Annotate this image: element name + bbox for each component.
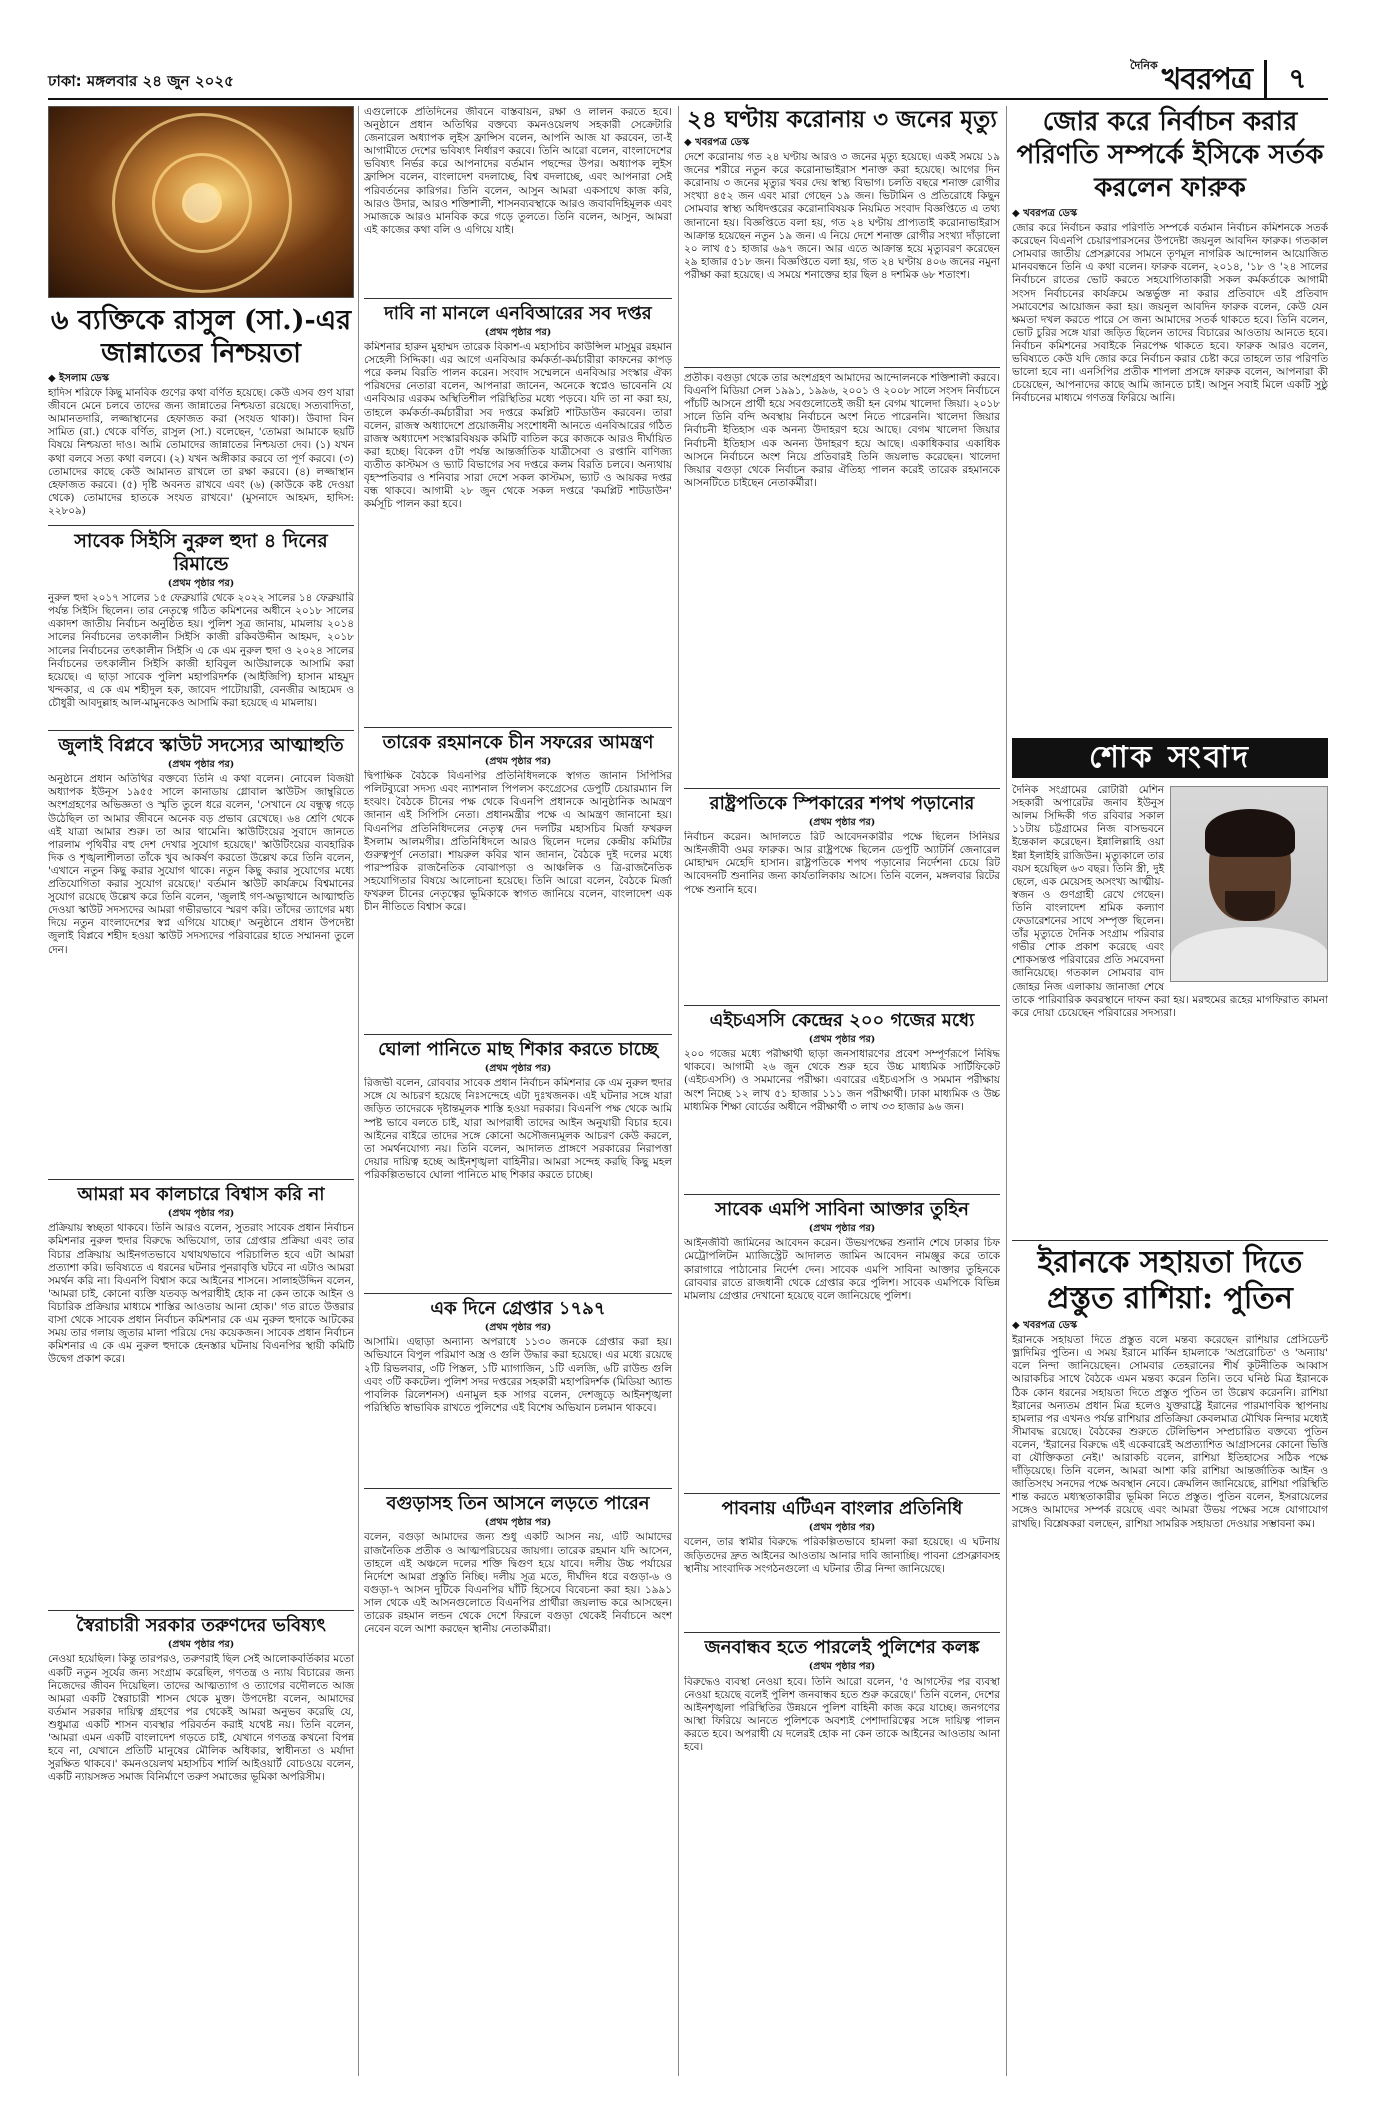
obituary-section [1012, 784, 1328, 1234]
article-body: আইনজীবী জামিনের আবেদন করেন। উভয়পক্ষের শুনানি শেষে ঢাকার চিফ মেট্রোপলিটন ম্যাজিস্ট্রেট আদালত জামিন আবেদন নামঞ্জুর করে তাকে কারাগারে পাঠানোর নির্দেশ দেন। সাবেক এমপি সাবিনা আক্তার তুহিনকে রোববার রাতে রাজধানী থেকে গ্রেপ্তার করে পুলিশ। সাবেক এমপিকে বিভিন্ন মামলায় গ্রেপ্তার দেখানো হয়েছে বলে জানিয়েছে পুলিশ। [684, 1237, 1000, 1302]
headline: জোর করে নির্বাচন করার পরিণতি সম্পর্কে ইসিকে সর্তক করলেন ফারুক [1016, 107, 1324, 203]
headline: দাবি না মানলে এনবিআরের সব দপ্তর [384, 303, 652, 324]
column-4 [1012, 106, 1328, 1896]
headline: তারেক রহমানকে চীন সফরের আমন্ত্রণ [382, 732, 654, 754]
article-body: প্রতীক। বগুড়া থেকে তার অংশগ্রহণ আমাদের আন্দোলনকে শক্তিশালী করবে। বিএনপি মিডিয়া সেল ১৯৯১, ১৯৯৬, ২০০১ ও ২০০৮ সালে সংসদ নির্বাচনে পাঁচটি আসনে প্রার্থী হয়ে সবগুলোতেই জয়ী হন বেগম খালেদা জিয়া। ২০১৮ সালে তিনি বন্দি অবস্থায় নির্বাচনে অংশ নিতে পারেননি। খালেদা জিয়ার নির্বাচনী ইতিহাস এক অনন্য উদাহরণ হয়ে আছে। বেগম খালেদা জিয়ার নির্বাচনী ইতিহাস এক অনন্য উদাহরণ হয়ে আছে। একাধিকবার একাধিক আসনে নির্বাচনে অংশ নিয়ে প্রতিবারই তিনি জয়লাভ করেছেন। খালেদা জিয়ার বগুড়া থেকে নির্বাচন করার ঐতিহ্য পালন করেই তারেক রহমানকে আসনটিতে চাইছেন নেতাকর্মীরা। [684, 372, 1000, 489]
article-body: দৈনিক সংগ্রামের রোটারী মেশিন সহকারী অপারেটর জনাব ইউনুস আলম সিদ্দিকী গত রবিবার সকাল ১১টায় চট্টগ্রামের নিজ বাসভবনে ইন্তেকাল করেছেন। ইন্নালিল্লাহি ওয়া ইন্না ইলাইহি রাজিউন। মৃত্যুকালে তার বয়স হয়েছিল ৬৩ বছর। তিনি স্ত্রী, দুই ছেলে, এক মেয়েসহ অসংখ্য আত্মীয়-স্বজন ও গুণগ্রাহী রেখে গেছেন। তিনি বাংলাদেশ শ্রমিক কল্যাণ ফেডারেশনের সাথে সম্পৃক্ত ছিলেন। তাঁর মৃত্যুতে দৈনিক সংগ্রাম পরিবার গভীর শোক প্রকাশ করেছে এবং শোকসন্তপ্ত পরিবারের প্রতি সমবেদনা জানিয়েছে। গতকাল সোমবার বাদ জোহর নিজ এলাকায় জানাজা শেষে তাকে পারিবারিক কবরস্থানে দাফন করা হয়। মরহুমের রূহের মাগফিরাত কামনা করে দোয়া চেয়েছেন পরিবারের সদস্যরা। [1012, 784, 1328, 1019]
byline: ◆ খবরপত্র ডেস্ক [1012, 1319, 1328, 1332]
paper-prefix: দৈনিক [1130, 59, 1158, 72]
continuation-note: (প্রথম পৃষ্ঠার পর) [808, 817, 876, 829]
article-body: অনুষ্ঠানে প্রধান অতিথির বক্তব্যে তিনি এ কথা বলেন। নোবেল বিজয়ী অধ্যাপক ইউনূস ১৯৫৫ সালে কানাডায় গ্লোবাল স্কাউটস জাম্বুরিতে অংশগ্রহণের অভিজ্ঞতা ও স্মৃতি তুলে ধরে বলেন, 'সেখানে যে বন্ধুত্ব গড়ে উঠেছিল তা আমার জীবনে অনেক বড় প্রভাব রেখেছে। ৬৪ শ্রেণি থেকে এই যাত্রা আমার শুরু। তা আর থামেনি। স্কাউটিংয়ের সুবাদে জানতে পারলাম পৃথিবীর বহু দেশ দেখার সুযোগ হয়েছে।' স্কাউটিংয়ের ব্যবহারিক দিক ও শৃঙ্খলাশীলতা তাঁকে খুব আকর্ষণ করতো উল্লেখ করে তিনি বলেন, 'এখানে নতুন কিছু করার সুযোগ থাকে। নতুন কিছু করার সুযোগের মধ্যে প্রতিযোগিতা করার সুযোগ রয়েছে।' বর্তমান স্কাউট কার্যক্রমে বিশ্বমানের সুযোগ রয়েছে উল্লেখ করে তিনি বলেন, 'জুলাই গণ-অভ্যুত্থানে আত্মাহুতি দেওয়া স্কাউট সদস্যদের আমরা গভীরভাবে স্মরণ করি। তাঁদের ত্যাগের মধ্য দিয়ে নতুন বাংলাদেশের স্বপ্ন এগিয়ে যাচ্ছে।' অনুষ্ঠানে প্রধান উপদেষ্টা জুলাই বিপ্লবে শহীদ হওয়া স্কাউট সদস্যদের পরিবারের হাতে সম্মাননা তুলে দেন। [48, 773, 354, 956]
continuation-note: (প্রথম পৃষ্ঠার পর) [484, 756, 552, 768]
headline: পাবনায় এটিএন বাংলার প্রতিনিধি [721, 1498, 963, 1520]
newspaper-logo [1130, 60, 1252, 98]
headline: আমরা মব কালচারে বিশ্বাস করি না [77, 1184, 325, 1206]
article-body: বিরুদ্ধেও ব্যবস্থা নেওয়া হবে। তিনি আরো বলেন, '৫ আগস্টের পর ব্যবস্থা নেওয়া হয়েছে বলেই পুলিশ জনবান্ধব হতে শুরু করেছে।' তিনি বলেন, দেশের আইনশৃঙ্খলা পরিস্থিতির উন্নয়নে পুলিশ বাহিনী কাজ করে যাচ্ছে। জনগণের আস্থা ফিরিয়ে আনতে পুলিশকে অবশ্যই পেশাদারিত্বের সঙ্গে দায়িত্ব পালন করতে হবে। অপরাধী যে দলেরই হোক না কেন তাকে আইনের আওতায় আনা হবে। [684, 1675, 1000, 1754]
article-body: দ্বিপাক্ষিক বৈঠকে বিএনপির প্রতিনিধিদলকে স্বাগত জানান সিপিসির পলিটব্যুরো সদস্য এবং ন্যাশনাল পিপলস কংগ্রেসের ডেপুটি চেয়ারম্যান লি হংঝং। বৈঠকে চীনের পক্ষ থেকে বিএনপি প্রধানকে আনুষ্ঠানিক আমন্ত্রণ জানান এই সিপিসি নেতা। প্রধানমন্ত্রীর পক্ষে এ আমন্ত্রণ জানানো হয়। বিএনপির প্রতিনিধিদলের নেতৃত্ব দেন দলটির মহাসচিব মির্জা ফখরুল ইসলাম আলমগীর। প্রতিনিধিদলে আরও ছিলেন দলের কেন্দ্রীয় কমিটির গুরুত্বপূর্ণ নেতারা। শায়রুল কবির খান জানান, বৈঠকে দুই দলের মধ্যে পারস্পরিক রাজনৈতিক বোঝাপড়া ও আঞ্চলিক ও ত্রি-রাজনৈতিক সহযোগিতার বিষয়ে আলোচনা হয়েছে। তিনি আরো বলেন, বৈঠকে মির্জা ফখরুল চীনের নেতৃত্বের ভূমিকাকে স্বাগত জানিয়ে বলেন, বাংলাদেশ এক চীন নীতিতে বিশ্বাস করে। [364, 770, 672, 914]
article-body: ২০০ গজের মধ্যে পরীক্ষার্থী ছাড়া জনসাধারণের প্রবেশ সম্পূর্ণরূপে নিষিদ্ধ থাকবে। আগামী ২৬ জুন থেকে শুরু হবে উচ্চ মাধ্যমিক সার্টিফিকেট (এইচএসসি) ও সমমানের পরীক্ষা। এবারের এইচএসসি ও সমমান পরীক্ষায় অংশ নিচ্ছে ১২ লাখ ৫১ হাজার ১১১ জন পরীক্ষার্থী। ঢাকা মাধ্যমিক ও উচ্চ মাধ্যমিক শিক্ষা বোর্ডের অধীনে পরীক্ষার্থী ৩ লাখ ৩৩ হাজার ৯৬ জন। [684, 1048, 1000, 1113]
continuation-note: (প্রথম পৃষ্ঠার পর) [167, 1208, 235, 1220]
headline: স্বৈরাচারী সরকার তরুণদের ভবিষ্যৎ [76, 1615, 326, 1637]
continuation-note: (প্রথম পৃষ্ঠার পর) [167, 578, 235, 590]
mosque-dome-image [48, 106, 354, 298]
article-body: প্রক্রিয়ায় স্বচ্ছতা থাকবে। তিনি আরও বলেন, সুতরাং সাবেক প্রধান নির্বাচন কমিশনার নুরুল হুদার বিরুদ্ধে অভিযোগ, তার গ্রেপ্তার প্রক্রিয়া এবং তার বিচার প্রক্রিয়ায় আইনগতভাবে যথাযথভাবে পরিচালিত হবে এটা আমরা প্রত্যাশা করি। ভবিষ্যতে এ ধরনের ঘটনার পুনরাবৃত্তি ঘটবে না এটাও আমরা সমর্থন করি না। বিএনপি বিশ্বাস করে আইনের শাসনে। সালাহউদ্দিন বলেন, 'আমরা চাই, কোনো ব্যক্তি যতবড় অপরাধীই হোক না কেন তাকে আইন ও বিচারিক প্রক্রিয়ার মাধ্যমে শাস্তির আওতায় আনা হোক।' গত রাতে উত্তরার বাসা থেকে সাবেক প্রধান নির্বাচন কমিশনার কে এম নুরুল হুদাকে আটকের সময় তার গলায় জুতার মালা পরিয়ে দেয় কয়েকজন। সাবেক প্রধান নির্বাচন কমিশনার এ কে এম নুরুল হুদাকে হেনস্তার ঘটনায় বিএনপির স্থায়ী কমিটি উদ্বেগ প্রকাশ করে। [48, 1222, 354, 1366]
article-body: হাদিস শরিফে কিছু মানবিক গুণের কথা বর্ণিত হয়েছে। কেউ এসব গুণ যারা জীবনে মেনে চলবে তাদের জন্য জান্নাতের নিশ্চয়তা রয়েছে। সত্যবাদিতা, আমানতদারি, লজ্জাস্থানের হেফাজত করা (সংযত থাকা)। উবাদা বিন সামিত (রা.) থেকে বর্ণিত, রাসুল (সা.) বলেছেন, 'তোমরা আমাকে ছয়টি বিষয়ে নিশ্চয়তা দাও। আমি তোমাদের জান্নাতের নিশ্চয়তা দেব। (১) যখন কথা বলবে সত্য কথা বলবে। (২) যখন অঙ্গীকার করবে তা পূর্ণ করবে। (৩) তোমাদের কাছে কেউ আমানত রাখলে তা রক্ষা করবে। (৪) লজ্জাস্থান হেফাজত করবে। (৫) দৃষ্টি অবনত রাখবে এবং (৬) (কাউকে কষ্ট দেওয়া থেকে) তোমাদের হাতকে সংযত রাখবে।' (মুসনাদে আহমদ, হাদিস: ২২৮০৯) [48, 387, 354, 517]
headline: ২৪ ঘণ্টায় করোনায় ৩ জনের মৃত্যু [687, 106, 997, 133]
continuation-note: (প্রথম পৃষ্ঠার পর) [808, 1661, 876, 1673]
page-number: ৭ [1264, 60, 1328, 98]
headline: রাষ্ট্রপতিকে স্পিকারের শপথ পড়ানোর [709, 793, 975, 815]
headline: সাবেক সিইসি নুরুল হুদা ৪ দিনের রিমান্ডে [74, 530, 328, 576]
headline: ইরানকে সহায়তা দিতে প্রস্তুত রাশিয়া: পুতিন [1037, 1245, 1303, 1317]
continuation-note: (প্রথম পৃষ্ঠার পর) [484, 1517, 552, 1529]
issue-date: ঢাকা: মঙ্গলবার ২৪ জুন ২০২৫ [48, 72, 234, 90]
article-body: ইরানকে সহায়তা দিতে প্রস্তুত বলে মন্তব্য করেছেন রাশিয়ার প্রেসিডেন্ট ভ্লাদিমির পুতিন। এ সময় ইরানে মার্কিন হামলাকে 'অপ্ররোচিত' ও 'অন্যায়' বলে নিন্দা জানিয়েছেন। সোমবার তেহরানের শীর্ষ কূটনীতিক আব্বাস আরাকচির সাথে বৈঠকে এমন মন্তব্য করেন তিনি। তবে ঘনিষ্ঠ মিত্র ইরানকে ঠিক কোন ধরনের সহায়তা দিতে প্রস্তুত পুতিন তা উল্লেখ করেননি। রাশিয়া ইরানের অন্যতম প্রধান মিত্র হলেও যুক্তরাষ্ট্রে ইরানের পারমাণবিক স্থাপনায় হামলার পর এখনও পর্যন্ত রাশিয়ার প্রতিক্রিয়া কেবলমাত্র মৌখিক নিন্দার মধ্যেই সীমাবদ্ধ রয়েছে। বৈঠকের শুরুতে টেলিভিশন সম্প্রচারিত বক্তব্যে পুতিন বলেন, 'ইরানের বিরুদ্ধে এই একেবারেই অপ্রত্যাশিত আগ্রাসনের কোনো ভিত্তি বা যৌক্তিকতা নেই।' আরাকচি বলেন, রাশিয়া ইতিহাসের সঠিক পক্ষে দাঁড়িয়েছে। তিনি বলেন, আমরা আশা করি রাশিয়া আন্তর্জাতিক আইন ও জাতিসংঘ সনদের পক্ষে অবস্থান নেবে। ক্রেমলিন জানিয়েছে, রাশিয়া পরিস্থিতি শান্ত করতে মধ্যস্থতাকারীর ভূমিকা নিতে প্রস্তুত। পুতিন বলেন, ইসরায়েলের সঙ্গেও আমাদের সম্পর্ক রয়েছে এবং আমরা উভয় পক্ষের সঙ্গে যোগাযোগ রাখছি। বিশ্লেষকরা বলছেন, রাশিয়া সামরিক সহায়তা দেওয়ার সম্ভাবনা কম। [1012, 1334, 1328, 1530]
article-body: নুরুল হুদা ২০১৭ সালের ১৫ ফেব্রুয়ারি থেকে ২০২২ সালের ১৪ ফেব্রুয়ারি পর্যন্ত সিইসি ছিলেন। তার নেতৃত্বে গঠিত কমিশনের অধীনে ২০১৮ সালের একাদশ জাতীয় নির্বাচন অনুষ্ঠিত হয়। পুলিশ সূত্র জানায়, মামলায় ২০১৪ সালের নির্বাচনের তৎকালীন সিইসি কাজী রকিবউদ্দীন আহমদ, ২০১৮ সালের নির্বাচনের তৎকালীন সিইসি এ কে এম নুরুল হুদা ও ২০২৪ সালের নির্বাচনের তৎকালীন সিইসি কাজী হাবিবুল আউয়ালকে আসামি করা হয়েছে। এ ছাড়া সাবেক পুলিশ মহাপরিদর্শক (আইজিপি) হাসান মাহমুদ খন্দকার, এ কে এম শহীদুল হক, জাবেদ পাটোয়ারী, বেনজীর আহমেদ ও চৌধুরী আবদুল্লাহ আল-মামুনকেও আসামি করা হয়েছে এ মামলায়। [48, 592, 354, 709]
continuation-note: (প্রথম পৃষ্ঠার পর) [484, 1322, 552, 1334]
headline: এক দিনে গ্রেপ্তার ১৭৯৭ [430, 1298, 606, 1320]
article-body: আসামি। এছাড়া অন্যান্য অপরাধে ১১৩০ জনকে গ্রেপ্তার করা হয়। অভিযানে বিপুল পরিমাণ অস্ত্র ও গুলি উদ্ধার করা হয়েছে। এর মধ্যে রয়েছে ২টি রিভলবার, ৩টি পিস্তল, ১টি ম্যাগাজিন, ১টি এলজি, ৬টি রাউন্ড গুলি এবং ৩টি ককটেল। পুলিশ সদর দপ্তরের সহকারী মহাপরিদর্শক (মিডিয়া অ্যান্ড পাবলিক রিলেশনস) এনামুল হক সাগর বলেন, দেশজুড়ে আইনশৃঙ্খলা পরিস্থিতি স্বাভাবিক রাখতে পুলিশের এই বিশেষ অভিযান চলমান থাকবে। [364, 1336, 672, 1414]
continuation-note: (প্রথম পৃষ্ঠার পর) [484, 327, 552, 338]
byline: ◆ ইসলাম ডেস্ক [48, 372, 354, 385]
headline: এইচএসসি কেন্দ্রের ২০০ গজের মধ্যে [709, 1010, 975, 1032]
column-divider [358, 106, 359, 2076]
headline: জুলাই বিপ্লবে স্কাউট সদস্যের আত্মাহুতি [58, 735, 344, 757]
continuation-note: (প্রথম পৃষ্ঠার পর) [484, 1063, 552, 1075]
masthead [48, 60, 1328, 100]
headline: বগুড়াসহ তিন আসনে লড়তে পারেন [386, 1493, 650, 1515]
headline: সাবেক এমপি সাবিনা আক্তার তুহিন [715, 1199, 969, 1221]
article-body: জোর করে নির্বাচন করার পরিণতি সম্পর্কে বর্তমান নির্বাচন কমিশনকে সতর্ক করেছেন বিএনপি চেয়ারপারসনের উপদেষ্টা জয়নুল আবদিন ফারুক। গতকাল সোমবার জাতীয় প্রেসক্লাবের সামনে তৃণমূল নাগরিক আন্দোলন আয়োজিত মানববন্ধনে তিনি এ কথা বলেন। ফারুক বলেন, ২০১৪, '১৮ ও '২৪ সালের নির্বাচনে রাতের ভোট করতে সহযোগিতাকারী সকল কর্মকর্তাকে আগামী সংসদ নির্বাচনের কার্যক্রমে অন্তর্ভুক্ত না করার প্রতিবাদে এই প্রতিবাদ সমাবেশের আয়োজন করা হয়। জয়নুল আবদিন ফারুক বলেন, কেউ যেন ক্ষমতা দখল করতে পারে সে জন্য আমাদের সতর্ক থাকতে হবে। তিনি বলেন, ভোট চুরির সঙ্গে যারা জড়িত ছিলেন তাদের বিচারের আওতায় আনতে হবে। নির্বাচন কমিশনের সবাইকে নিরপেক্ষ থাকতে হবে। ফারুক আরও বলেন, ভবিষ্যতে কেউ যদি জোর করে নির্বাচন করার চেষ্টা করে তাহলে তার পরিণতি ভালো হবে না। এনসিপির প্রতীক শাপলা প্রসঙ্গে ফারুক বলেন, আপনারা কী চেয়েছেন, আপনাদের কাছে আমি জানতে চাই। আসুন সবাই মিলে একটি সুষ্ঠু নির্বাচনের মাধ্যমে গণতন্ত্র ফিরিয়ে আনি। [1012, 222, 1328, 405]
byline: ◆ খবরপত্র ডেস্ক [1012, 207, 1328, 220]
obituary-banner: শোক সংবাদ [1012, 738, 1328, 778]
column-3 [684, 106, 1000, 1978]
article-body: বলেন, তার স্বামীর বিরুদ্ধে পরিকল্পিতভাবে হামলা করা হয়েছে। এ ঘটনায় জড়িতদের দ্রুত আইনের আওতায় আনার দাবি জানাচ্ছি। পাবনা প্রেসক্লাবসহ স্থানীয় সাংবাদিক সংগঠনগুলো এ ঘটনার তীব্র নিন্দা জানিয়েছে। [684, 1536, 1000, 1575]
article-body: এগুলোকে প্রতিদিনের জীবনে বাস্তবায়ন, রক্ষা ও লালন করতে হবে। অনুষ্ঠানে প্রধান অতিথির বক্তব্যে কমনওয়েলথ সহকারী সেক্রেটারি জেনারেল অধ্যাপক লুইস ফ্রান্সিস বলেন, আপনি আজ যা করবেন, তা-ই আগামীতে দেশের ভবিষ্যৎ নির্ধারণ করবে। তিনি আরো বলেন, বাংলাদেশের ভবিষ্যৎ নির্ভর করে আপনাদের বর্তমান পছন্দের উপর। অধ্যাপক লুইস ফ্রান্সিস বলেন, বাংলাদেশ বদলাচ্ছে, বিশ্ব বদলাচ্ছে, এবং আপনারা সেই পরিবর্তনের কারিগর। তিনি বলেন, আসুন আমরা একসাথে কাজ করি, আরও উদার, আরও শক্তিশালী, শাসনব্যবস্থাকে আরও জবাবদিহিমূলক এবং সমাজকে আরও মানবিক করে গড়ে তুলতে। তিনি বলেন, আসুন, আমরা এই কাজের কথা বলি ও এগিয়ে যাই। [364, 106, 672, 236]
column-1 [48, 106, 354, 1913]
article-body: দেশে করোনায় গত ২৪ ঘণ্টায় আরও ৩ জনের মৃত্যু হয়েছে। একই সময়ে ১৯ জনের শরীরে নতুন করে করোনাভাইরাস শনাক্ত করা হয়েছে। আগের দিন করোনায় ৩ জনের মৃত্যুর খবর দেয় স্বাস্থ্য বিভাগ। চলতি বছরে শনাক্ত রোগীর সংখ্যা ৪৫২ জন এবং মারা গেছেন ১৯ জন। ভিটামিন ও প্রতিরোধে কিছুন সোমবার স্বাস্থ্য অধিদপ্তরের করোনাবিষয়ক নিয়মিত সংবাদ বিজ্ঞপ্তিতে এ তথ্য জানানো হয়। বিজ্ঞপ্তিতে বলা হয়, গত ২৪ ঘণ্টায় প্রাপ্যতাই করোনাভাইরাস আক্রান্ত হয়েছেন নতুন ১৯ জন। এ নিয়ে দেশে শনাক্ত রোগীর সংখ্যা দাঁড়ালো ২০ লাখ ৫১ হাজার ৬৯৭ জনে। আর এতে আক্রান্ত হয়ে মৃত্যুবরণ করেছেন ২৯ হাজার ৫১৮ জন। বিজ্ঞপ্তিতে বলা হয়, গত ২৪ ঘণ্টায় ৪০৬ জনের নমুনা পরীক্ষা করা হয়েছে। এ সময়ে শনাক্তের হার ছিল ৪ দশমিক ৬৮ শতাংশ। [684, 151, 1000, 281]
column-divider [1006, 106, 1007, 2076]
column-divider [678, 106, 679, 2076]
headline: জনবান্ধব হতে পারলেই পুলিশের কলঙ্ক [704, 1637, 980, 1659]
continuation-note: (প্রথম পৃষ্ঠার পর) [808, 1223, 876, 1235]
article-body: রিজভী বলেন, রোববার সাবেক প্রধান নির্বাচন কমিশনার কে এম নুরুল হুদার সঙ্গে যে আচরণ হয়েছে নিঃসন্দেহে এটা দুঃখজনক। এই ঘটনার সঙ্গে যারা জড়িত তাদেরকে দৃষ্টান্তমূলক শাস্তি হওয়া দরকার। বিএনপি পক্ষ থেকে আমি স্পষ্ট ভাবে বলতে চাই, যারা আপরাধী তাদের আইন অনুযায়ী বিচার হবে। আইনের বাইরে তাদের সঙ্গে কোনো অসৌজন্যমূলক আচরণ কেউ করলে, তা সমর্থনযোগ্য নয়। তিনি বলেন, আদালত প্রাঙ্গণে সরকারের নিরাপত্তা দেয়ার দায়িত্ব হচ্ছে আইনশৃঙ্খলা বাহিনীর। আমরা সন্দেহ করছি কিছু মহল পরিকল্পিতভাবে ঘোলা পানিতে মাছ শিকার করতে চাচ্ছে। [364, 1077, 672, 1181]
continuation-note: (প্রথম পৃষ্ঠার পর) [167, 759, 235, 771]
obituary-photo [1170, 786, 1328, 982]
continuation-note: (প্রথম পৃষ্ঠার পর) [808, 1522, 876, 1534]
headline: ঘোলা পানিতে মাছ শিকার করতে চাচ্ছে [378, 1039, 658, 1061]
headline: ৬ ব্যক্তিকে রাসুল (সা.)-এর জান্নাতের নিশ্চয়তা [50, 305, 352, 369]
continuation-note: (প্রথম পৃষ্ঠার পর) [808, 1034, 876, 1046]
article-body: বলেন, বগুড়া আমাদের জন্য শুধু একটি আসন নয়, এটি আমাদের রাজনৈতিক প্রতীক ও আত্মপরিচয়ের জায়গা। তারেক রহমান যদি আসেন, তাহলে এই অঞ্চলে দলের শক্তি দ্বিগুণ হয়ে যাবে। দলীয় উচ্চ পর্যায়ের নির্দেশে আমরা প্রস্তুতি নিচ্ছি। দলীয় সূত্র মতে, দীর্ঘদিন ধরে বগুড়া-৬ ও বগুড়া-৭ আসন দুটিকে বিএনপির ঘাঁটি হিসেবে বিবেচনা করা হয়। ১৯৯১ সাল থেকে এই আসনগুলোতে বিএনপির প্রার্থীরা জয়লাভ করে আসছেন। তারেক রহমান লন্ডন থেকে দেশে ফিরলে বগুড়া থেকেই নির্বাচনে অংশ নেবেন বলে আশা করছেন স্থানীয় নেতাকর্মীরা। [364, 1531, 672, 1636]
article-body: কমিশনার হারুন মুহাম্মদ তারেক বিকাশ-এ মহাসচিব কাউন্সিল মাসুমুর রহমান সেহেলী সিদ্দিকা। এর আগে এনবিআর কর্মকর্তা-কর্মচারীরা কাফনের কাপড় পরে কলম বিরতি পালন করেন। সংবাদ সম্মেলনে এনবিআর সংস্কার ঐক্য পরিষদের নেতারা বলেন, আপনারা জানেন, অনেকে স্বপ্নেও ভাবেননি যে এনবিআর এরকম অস্থিতিশীল পরিস্থিতির মধ্যে পড়বে। যদি তা না করা হয়, তাহলে কর্মকর্তা-কর্মচারীরা সব দপ্তরে কমপ্লিট শাটডাউন করবেন। তারা বলেন, রাজস্ব অধ্যাদেশে প্রয়োজনীয় সংশোধনী আনতে এনবিআরের গঠিত রাজস্ব অধ্যাদেশ সংস্কারবিষয়ক কমিটি বাতিল করে কাজকে আরও দীর্ঘায়িত করা হচ্ছে। বিকেল ৫টা পর্যন্ত আন্তর্জাতিক যাত্রীসেবা ও রপ্তানি বাণিজ্য ব্যতীত কাস্টমস ও ভ্যাট বিভাগের সব দপ্তরে কলম বিরতি চলবে। অন্যথায় বৃহস্পতিবার ও শনিবার সারা দেশে সকল কাস্টমস, ভ্যাট ও আয়কর দপ্তর বন্ধ থাকবে। আগামী ২৮ জুন থেকে সকল দপ্তরে 'কমপ্লিট শাটডাউন' কর্মসূচি পালন করা হবে। [364, 341, 672, 511]
continuation-note: (প্রথম পৃষ্ঠার পর) [167, 1639, 235, 1651]
article-body: নেওয়া হয়েছিল। কিন্তু তারপরও, তরুণরাই ছিল সেই আলোকবর্তিকার মতো একটি নতুন সূর্যের জন্য সংগ্রাম করেছিল, গণতন্ত্র ও ন্যায় বিচারের জন্য নিজেদের জীবন দিয়েছিল। তাদের আত্মত্যাগ ও ত্যাগের বদৌলতে আজ আমরা একটি স্বৈরাচারী শাসন থেকে মুক্ত। উপদেষ্টা বলেন, আমাদের বর্তমান সরকার দায়িত্ব গ্রহণের পর থেকেই আমরা অনুভব করেছি যে, শুধুমাত্র একটি শাসন ব্যবস্থার পরিবর্তন করাই যথেষ্ট নয়। তিনি বলেন, 'আমরা এমন একটি বাংলাদেশ গড়তে চাই, যেখানে গণতন্ত্র কখনো বিপন্ন হবে না, যেখানে প্রতিটি মানুষের মৌলিক অধিকার, স্বাধীনতা ও মর্যাদা সুরক্ষিত থাকবে।' কমনওয়েলথ মহাসচিব শার্লি আইওয়ার্ট বোচওয়ে বলেন, একটি ন্যায়সঙ্গত সমাজ বিনির্মাণে তরুণ সমাজের ভূমিকা অপরিসীম। [48, 1653, 354, 1784]
column-2 [364, 106, 672, 1993]
article-body: নির্বাচন করেন। আদালতে রিট আবেদনকারীর পক্ষে ছিলেন সিনিয়র আইনজীবী ওমর ফারুক। আর রাষ্ট্রপক্ষে ছিলেন ডেপুটি অ্যাটর্নি জেনারেল মোহাম্মদ মেহেদি হাসান। রাষ্ট্রপতিকে শপথ পড়ানোর নির্দেশনা চেয়ে রিট আবেদনটি শুনানির জন্য কার্যতালিকায় আসে। তিনি বলেন, মঙ্গলবার রিটের পক্ষে শুনানি হবে। [684, 831, 1000, 896]
paper-name: খবরপত্র [1161, 62, 1252, 97]
byline: ◆ খবরপত্র ডেস্ক [684, 136, 1000, 149]
